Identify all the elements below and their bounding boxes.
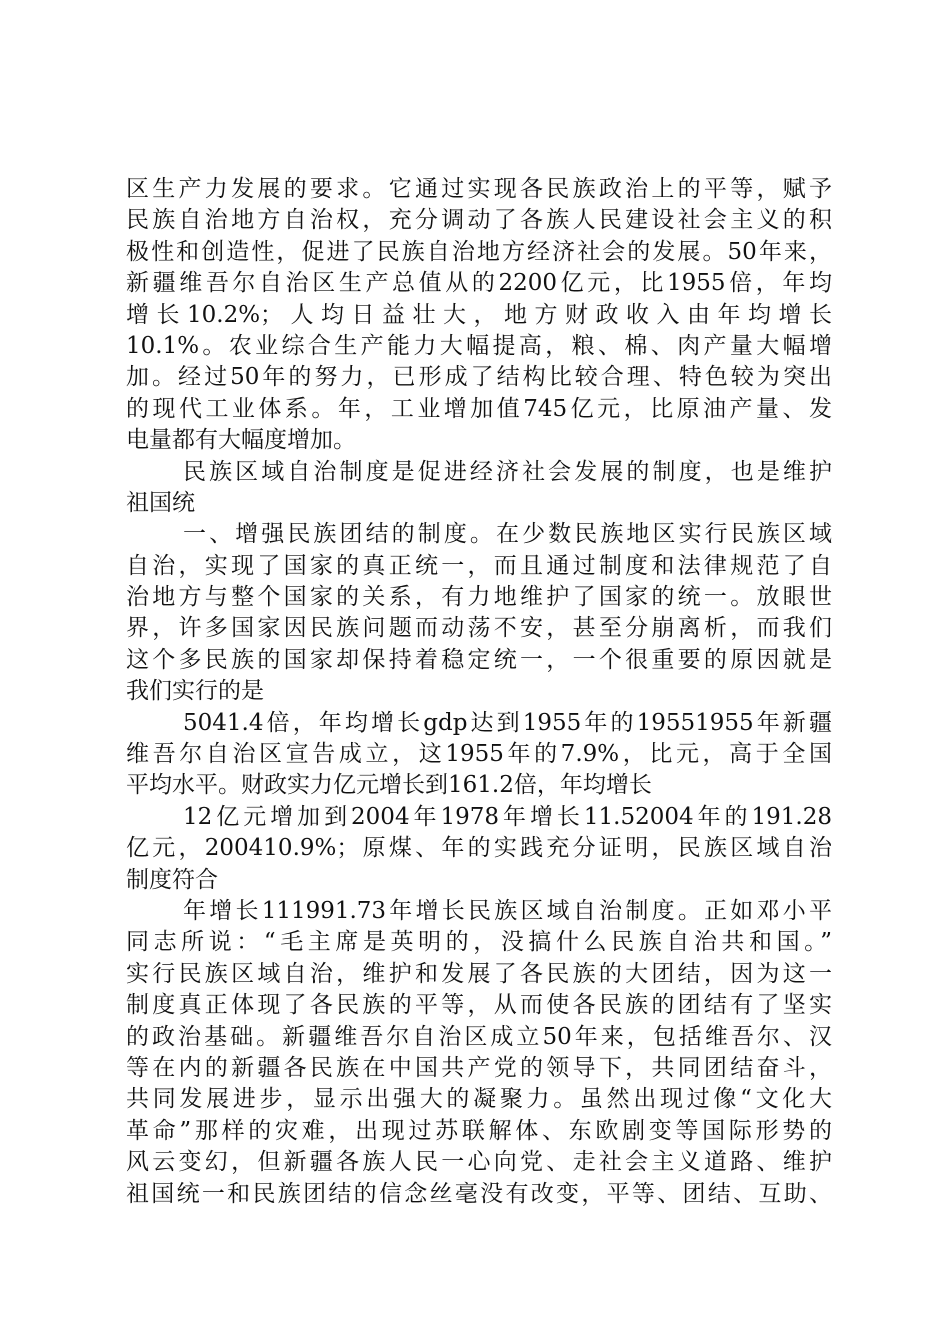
text-line: 10.1%。农业综合生产能力大幅提高，粮、棉、肉产量大幅增 <box>126 332 832 359</box>
paragraph-first-line: 民族区域自治制度是促进经济社会发展的制度，也是维护 <box>183 458 832 485</box>
text-line: 祖国统一和民族团结的信念丝毫没有改变，平等、团结、互助、 <box>126 1180 832 1207</box>
document-body <box>126 174 832 1210</box>
text-line: 这个多民族的国家却保持着稳定统一，一个很重要的原因就是 <box>126 646 832 673</box>
paragraph-first-line: 5041.4倍，年均增长gdp达到1955年的19551955年新疆 <box>183 709 832 736</box>
text-line: 新疆维吾尔自治区生产总值从的2200亿元，比1955倍，年均 <box>126 270 832 297</box>
text-line: 治地方与整个国家的关系，有力地维护了国家的统一。放眼世 <box>126 584 832 611</box>
text-line: 亿元，200410.9%；原煤、年的实践充分证明，民族区域自治 <box>126 835 832 862</box>
text-line: 平均水平。财政实力亿元增长到161.2倍，年均增长 <box>126 772 652 799</box>
text-line: 增长10.2%；人均日益壮大，地方财政收入由年均增长 <box>126 301 832 328</box>
paragraph-first-line: 一、增强民族团结的制度。在少数民族地区实行民族区域 <box>183 521 832 548</box>
text-line: 实行民族区域自治，维护和发展了各民族的大团结，因为这一 <box>126 960 832 987</box>
text-line: 极性和创造性，促进了民族自治地方经济社会的发展。50年来， <box>126 238 832 265</box>
text-line: 的政治基础。新疆维吾尔自治区成立50年来，包括维吾尔、汉 <box>126 1023 832 1050</box>
text-line: 共同发展进步，显示出强大的凝聚力。虽然出现过像“文化大 <box>126 1086 832 1113</box>
text-line: 制度符合 <box>126 866 218 893</box>
text-line: 风云变幻，但新疆各族人民一心向党、走社会主义道路、维护 <box>126 1149 832 1176</box>
text-line: 区生产力发展的要求。它通过实现各民族政治上的平等，赋予 <box>126 176 832 202</box>
text-line: 界，许多国家因民族问题而动荡不安，甚至分崩离析，而我们 <box>126 615 832 642</box>
text-line: 革命”那样的灾难，出现过苏联解体、东欧剧变等国际形势的 <box>126 1117 832 1144</box>
text-line: 自治，实现了国家的真正统一，而且通过制度和法律规范了自 <box>126 552 832 579</box>
text-line: 加。经过50年的努力，已形成了结构比较合理、特色较为突出 <box>126 364 832 391</box>
text-line: 我们实行的是 <box>126 678 264 705</box>
text-line: 等在内的新疆各民族在中国共产党的领导下，共同团结奋斗， <box>126 1054 832 1081</box>
text-line: 制度真正体现了各民族的平等，从而使各民族的团结有了坚实 <box>126 992 832 1019</box>
text-line: 民族自治地方自治权，充分调动了各族人民建设社会主义的积 <box>126 207 832 234</box>
paragraph-first-line: 年增长111991.73年增长民族区域自治制度。正如邓小平 <box>183 897 832 924</box>
text-line: 的现代工业体系。年，工业增加值745亿元，比原油产量、发 <box>126 395 832 422</box>
text-line: 同志所说：“毛主席是英明的，没搞什么民族自治共和国。” <box>126 929 832 956</box>
text-line: 电量都有大幅度增加。 <box>126 427 356 454</box>
paragraph-first-line: 12亿元增加到2004年1978年增长11.52004年的191.28 <box>183 803 832 830</box>
text-line: 祖国统 <box>126 489 195 516</box>
text-line: 维吾尔自治区宣告成立，这1955年的7.9%，比元，高于全国 <box>126 741 832 768</box>
